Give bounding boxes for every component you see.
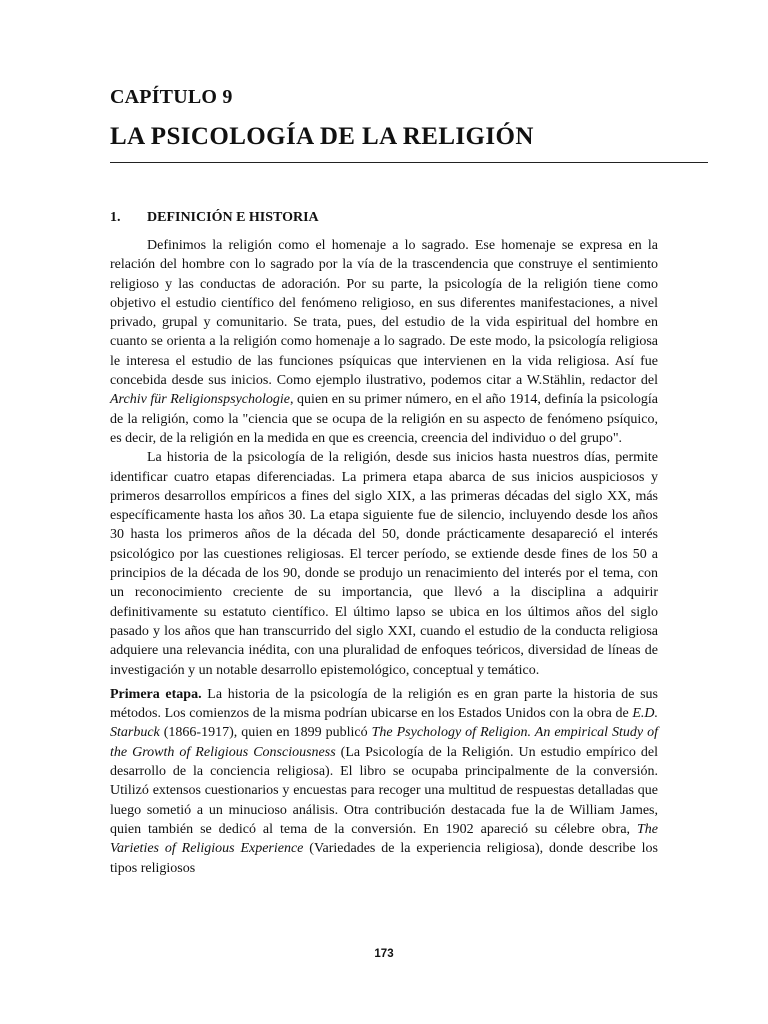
- paragraph-text: , quien en su primer número, en el año 1914, definía la psicología de la religión, como la "ciencia que se ocupa de la religión en su aspecto de fenómeno psíquico, es decir, de la religión en la medida en que es creencia, creencia del individuo o del grupo".: [110, 392, 659, 446]
- author-name: E.D. Starbuck: [110, 706, 658, 741]
- section-title: DEFINICIÓN E HISTORIA: [147, 210, 319, 225]
- section-number: 1.: [110, 210, 121, 225]
- journal-title: Archiv für Religionspsychologie: [110, 392, 290, 408]
- section-heading: [110, 210, 319, 226]
- paragraph-text: Definimos la religión como el homenaje a lo sagrado. Ese homenaje se expresa en la relación del hombre con lo sagrado por la vía de la trascendencia que construye el sentimiento religioso y las conductas de adoración. Por su parte, la psicología de la religión tiene como objetivo el estudio científico del fenómeno religioso, en sus diferentes manifestaciones, a nivel privado, grupal y comunitario. Se trata, pues, del estudio de la vida espiritual del hombre en cuanto se orienta a la religión como homenaje a lo sagrado. De este modo, la psicología religiosa le interesa el estudio de las funciones psíquicas que intervienen en la vida religiosa. Así fue concebida desde sus inicios. Como ejemplo ilustrativo, podemos citar a W.Stählin, redactor del: [110, 238, 658, 389]
- paragraph-text: La historia de la psicología de la religión es en gran parte la historia de sus métodos. Los comienzos de la misma podrían ubicarse en los Estados Unidos con la obra de: [110, 686, 658, 722]
- title-divider: [110, 162, 708, 163]
- paragraph-text: (La Psicología de la Religión. Un estudio empírico del desarrollo de la conciencia religiosa). El libro se ocupaba principalmente de la conversión. Utilizó extensos cuestionarios y encuestas para recoger una multitud de respuestas detalladas que luego sometió a un minucioso análisis. Otra contribución destacada fue la de William James, quien también se dedicó al tema de la conversión. En 1902 apareció su célebre obra,: [110, 744, 658, 837]
- chapter-label: CAPÍTULO 9: [110, 86, 233, 108]
- paragraph-text: (Variedades de la experiencia religiosa), donde describe los tipos religiosos: [110, 841, 658, 876]
- paragraph-text: La historia de la psicología de la religión, desde sus inicios hasta nuestros días, permite identificar cuatro etapas diferenciadas. La primera etapa abarca de sus inicios auspiciosos y primeros desarrollos empíricos a fines del siglo XIX, a las primeras décadas del siglo XX, más específicamente hasta los años 30. La etapa siguiente fue de silencio, incluyendo desde los años 30 hasta los primeros años de la década del 50, donde prácticamente desapareció el interés psicológico por las cuestiones religiosas. El tercer período, se extiende desde fines de los 50 a principios de la década de los 90, donde se produjo un renacimiento del interés por el tema, con un reconocimiento creciente de su importancia, que llevó a la disciplina a adquirir definitivamente su estatuto científico. El último lapso se ubica en los últimos años del siglo pasado y los años que han transcurrido del siglo XXI, cuando el estudio de la conducta religiosa adquiere una relevancia inédita, con una pluralidad de enfoques teóricos, diversidad de líneas de investigación y un notable desarrollo epistemológico, conceptual y temático.: [110, 450, 658, 678]
- book-title: The Varieties of Religious Experience: [110, 821, 658, 857]
- paragraph-definition: [110, 236, 658, 448]
- book-title: The Psychology of Religion. An empirical Study of the Growth of Religious Consciousness: [110, 725, 658, 760]
- stage-heading: Primera etapa.: [110, 686, 202, 702]
- chapter-title: LA PSICOLOGÍA DE LA RELIGIÓN: [110, 123, 534, 150]
- paragraph-text: (1866-1917), quien en 1899 publicó: [159, 725, 372, 741]
- paragraph-history: [110, 448, 658, 680]
- body-text: [110, 236, 658, 878]
- paragraph-first-stage: [110, 685, 658, 878]
- page-number: 173: [374, 948, 394, 960]
